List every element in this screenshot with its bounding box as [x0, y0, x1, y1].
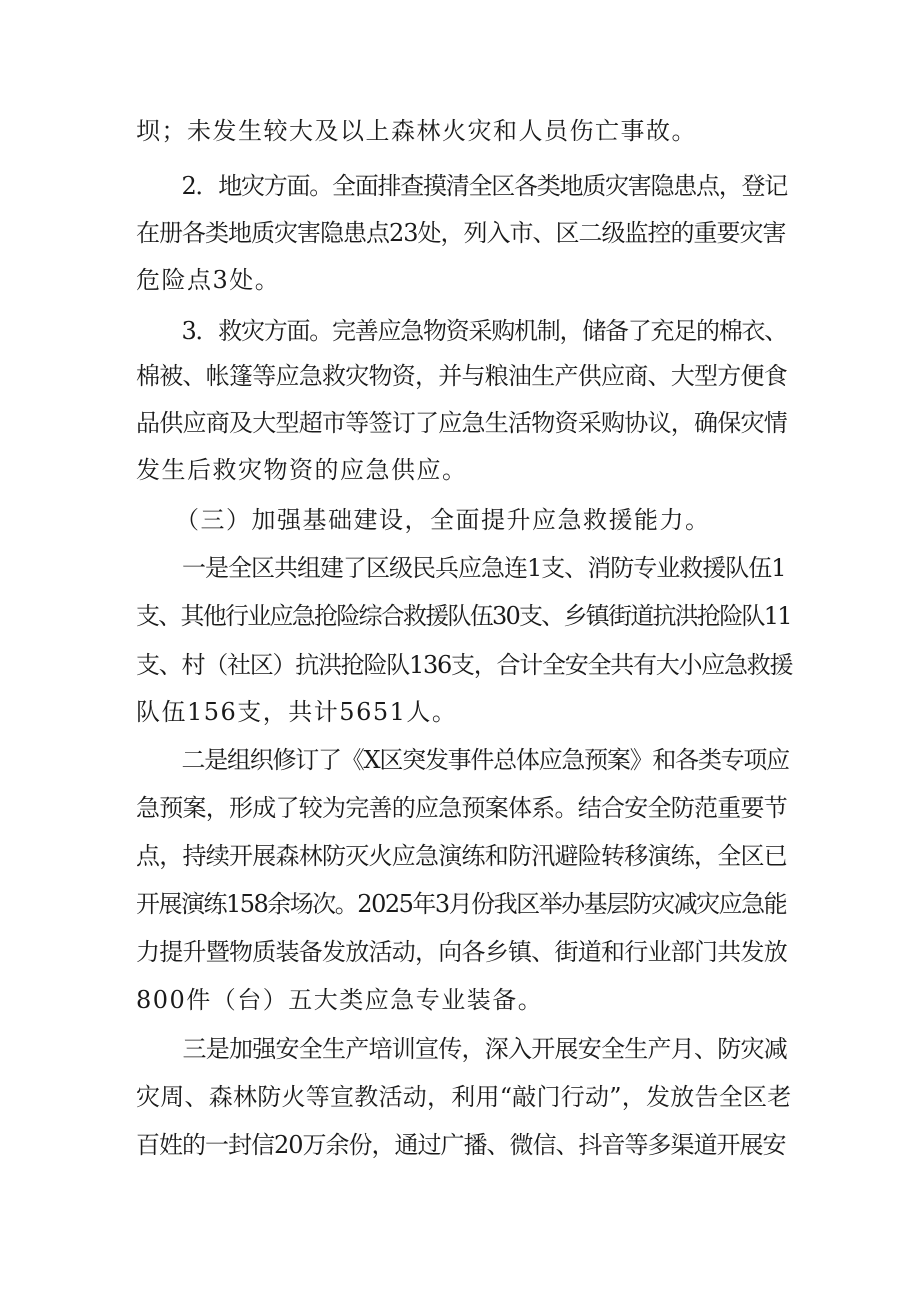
text-line: 3．救灾方面。完善应急物资采购机制，储备了充足的棉衣、 — [136, 317, 788, 345]
text-line: 品供应商及大型超市等签订了应急生活物资采购协议，确保灾情 — [136, 409, 787, 437]
text-line: 危险点3处。 — [136, 266, 281, 294]
text-line: 百姓的一封信20万余份，通过广播、微信、抖音等多渠道开展安 — [136, 1131, 786, 1159]
text-line: 发生后救灾物资的应急供应。 — [136, 456, 468, 484]
text-line: 坝；未发生较大及以上森林火灾和人员伤亡事故。 — [136, 117, 697, 145]
text-line: 在册各类地质灾害隐患点23处，列入市、区二级监控的重要灾害 — [136, 219, 786, 247]
text-line: 队伍156支，共计5651人。 — [136, 698, 458, 726]
text-line: 一是全区共组建了区级民兵应急连1支、消防专业救援队伍1 — [136, 554, 786, 582]
text-line: 支、其他行业应急抢险综合救援队伍30支、乡镇街道抗洪抢险队11 — [136, 602, 791, 630]
text-line: 三是加强安全生产培训宣传，深入开展安全生产月、防灾减 — [136, 1035, 787, 1063]
text-line: 点，持续开展森林防灭火应急演练和防汛避险转移演练，全区已 — [136, 842, 787, 870]
text-line: 力提升暨物质装备发放活动，向各乡镇、街道和行业部门共发放 — [136, 938, 787, 966]
text-line: 支、村（社区）抗洪抢险队136支，合计全安全共有大小应急救援 — [136, 651, 793, 679]
text-line: 2．地灾方面。全面排查摸清全区各类地质灾害隐患点，登记 — [136, 172, 788, 200]
text-line: 棉被、帐篷等应急救灾物资，并与粮油生产供应商、大型方便食 — [136, 362, 787, 390]
text-line: 二是组织修订了《X区突发事件总体应急预案》和各类专项应 — [136, 746, 789, 774]
section-heading: （三）加强基础建设，全面提升应急救援能力。 — [136, 506, 711, 534]
text-line: 开展演练158余场次。2025年3月份我区举办基层防灾减灾应急能 — [136, 890, 787, 918]
text-line: 急预案，形成了较为完善的应急预案体系。结合安全防范重要节 — [136, 794, 787, 822]
text-line: 800件（台）五大类应急专业装备。 — [136, 986, 544, 1014]
text-line: 灾周、森林防火等宣教活动，利用“敲门行动”，发放告全区老 — [136, 1083, 792, 1111]
